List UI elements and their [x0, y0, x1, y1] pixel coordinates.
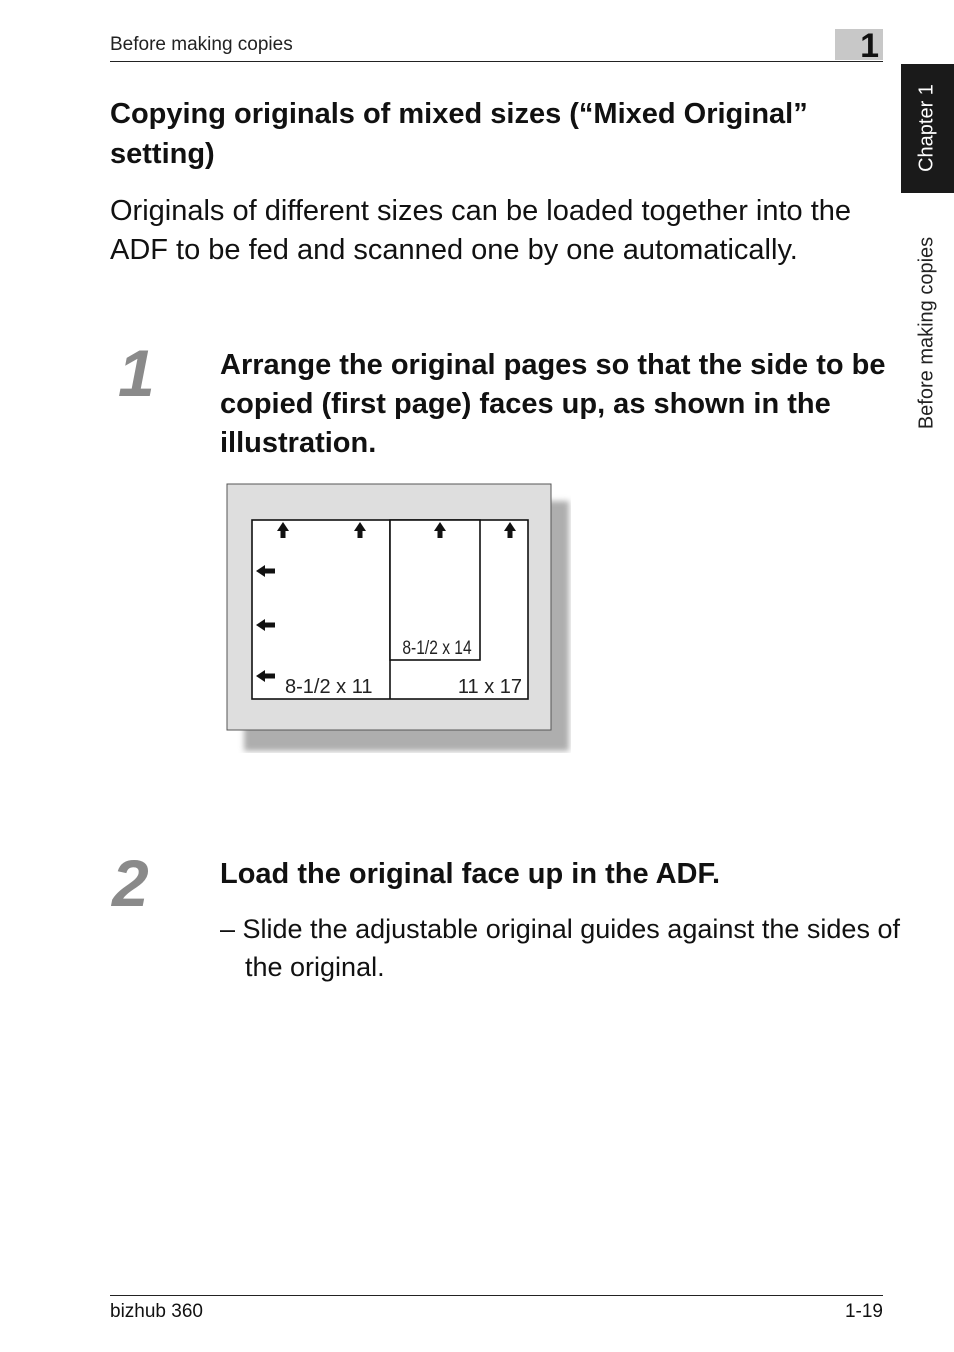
- side-section-label: Before making copies: [915, 236, 938, 430]
- footer-page-number: 1-19: [844, 1301, 883, 1322]
- running-header: Before making copies: [110, 34, 293, 55]
- letter-size-label: 8-1/2 x 11: [285, 676, 373, 698]
- step-2-text: Load the original face up in the ADF.: [220, 858, 721, 890]
- step-1-number: 1: [118, 336, 155, 410]
- legal-size-label: 8-1/2 x 14: [402, 636, 472, 659]
- step-1-text: Arrange the original pages so that the side to be copied (first page) faces up, as shown in the illustration.: [220, 349, 886, 459]
- intro-paragraph: Originals of different sizes can be loaded together into the ADF to be fed and scanned one by one automatically.: [110, 195, 852, 266]
- mixed-originals-illustration: [226, 483, 571, 753]
- ledger-size-label: 11 x 17: [457, 676, 522, 698]
- side-chapter-tab: [901, 64, 954, 193]
- step-2-subitem: – Slide the adjustable original guides against the sides of the original.: [220, 914, 900, 982]
- step-2-number: 2: [112, 846, 149, 920]
- footer-model: bizhub 360: [110, 1301, 203, 1322]
- chapter-number-tab: [835, 27, 883, 65]
- side-chapter-label: Chapter 1: [915, 84, 938, 172]
- footer-rule: [110, 1295, 883, 1296]
- page-title: Copying originals of mixed sizes (“Mixed Original” setting): [110, 98, 808, 170]
- chapter-number: 1: [860, 27, 879, 65]
- header-rule: [110, 61, 883, 62]
